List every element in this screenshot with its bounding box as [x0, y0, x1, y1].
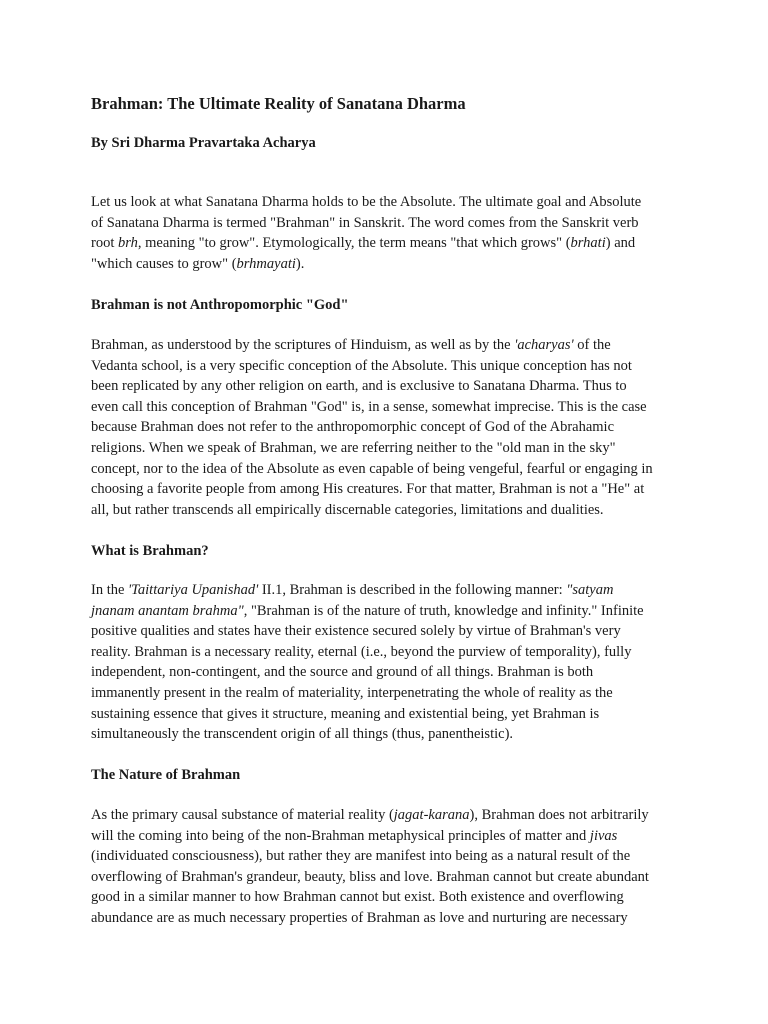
text-run: of the	[573, 337, 611, 353]
text-run: sustaining essence that gives it structure, meaning and existential being, yet Brahman is	[91, 705, 600, 722]
text-run: ) and	[605, 235, 636, 252]
text-line	[91, 254, 691, 275]
italic-text-run: jivas	[589, 827, 618, 844]
text-line	[91, 846, 691, 867]
italic-text-run: 'acharyas'	[514, 337, 574, 353]
text-line	[91, 438, 691, 459]
text-run: will the coming into being of the non-Brahman metaphysical principles of matter and	[91, 827, 590, 844]
text-run: root	[91, 235, 118, 252]
text-run: good in a similar manner to how Brahman cannot but exist. Both existence and overflowing	[91, 889, 624, 906]
text-run: Brahman, as understood by the scriptures of Hinduism, as well as by the	[91, 337, 515, 353]
text-line	[91, 826, 691, 847]
text-line	[91, 887, 691, 908]
text-line	[91, 356, 691, 377]
text-run: abundance are as much necessary properties of Brahman as love and nurturing are necessary	[91, 909, 628, 926]
italic-text-run: jagat-karana	[393, 807, 470, 823]
text-run: , "Brahman is of the nature of truth, knowledge and infinity." Infinite	[243, 602, 644, 619]
text-run: ), Brahman does not arbitrarily	[469, 807, 649, 823]
document-title: Brahman: The Ultimate Reality of Sanatana Dharma	[91, 94, 466, 113]
text-run: of Sanatana Dharma is termed "Brahman" in Sanskrit. The word comes from the Sanskrit verb	[91, 214, 639, 231]
text-run: , meaning "to grow". Etymologically, the term means "that which grows" (	[137, 235, 571, 252]
text-line	[91, 213, 691, 234]
text-run: In the	[91, 582, 129, 598]
text-line	[91, 621, 691, 642]
text-run: (individuated consciousness), but rather they are manifest into being as a natural result of the	[91, 848, 631, 865]
italic-text-run: "satyam	[566, 582, 614, 598]
text-run: been replicated by any other religion on earth, and is exclusive to Sanatana Dharma. Thus to	[91, 378, 627, 395]
text-line	[91, 233, 691, 254]
text-line	[91, 192, 691, 213]
author-byline: By Sri Dharma Pravartaka Acharya	[91, 135, 316, 151]
text-run: reality. Brahman is a necessary reality, eternal (i.e., beyond the purview of temporality), fully	[91, 643, 632, 660]
text-line	[91, 662, 691, 683]
text-run: even call this conception of Brahman "God" is, in a sense, somewhat imprecise. This is the case	[91, 398, 647, 415]
italic-text-run: brhati	[570, 235, 606, 252]
text-line	[91, 417, 691, 438]
section-what-is-brahman-paragraph	[91, 580, 691, 745]
text-line	[91, 376, 691, 397]
section-anthropomorphic-paragraph	[91, 335, 691, 520]
text-run: simultaneously the transcendent origin of all things (thus, panentheistic).	[91, 726, 514, 743]
text-line	[91, 642, 691, 663]
section-nature-of-brahman-paragraph	[91, 805, 691, 929]
text-run: overflowing of Brahman's grandeur, beauty, bliss and love. Brahman cannot but create abundant	[91, 868, 649, 885]
text-line	[91, 908, 691, 929]
text-line	[91, 867, 691, 888]
text-run: choosing a favorite people from among His creatures. For that matter, Brahman is not a "He" at	[91, 481, 645, 498]
section-heading-nature-of-brahman: The Nature of Brahman	[91, 767, 241, 783]
text-run: positive qualities and states have their existence secured solely by virtue of Brahman's very	[91, 623, 621, 640]
text-line	[91, 683, 691, 704]
italic-text-run: brhmayati	[236, 255, 296, 272]
text-run: As the primary causal substance of material reality (	[91, 807, 394, 823]
text-run: because Brahman does not refer to the anthropomorphic concept of God of the Abrahamic	[91, 419, 615, 436]
italic-text-run: 'Taittariya Upanishad'	[128, 582, 259, 598]
text-run: all, but rather transcends all empirically discernable categories, limitations and dualities.	[91, 501, 604, 518]
text-run: Let us look at what Sanatana Dharma holds to be the Absolute. The ultimate goal and Absolute	[91, 194, 642, 210]
intro-paragraph	[91, 192, 691, 274]
italic-text-run: jnanam anantam brahma"	[91, 602, 244, 619]
text-run: religions. When we speak of Brahman, we are referring neither to the "old man in the sky"	[91, 439, 616, 456]
text-line	[91, 805, 691, 826]
text-run: "which causes to grow" (	[91, 255, 237, 272]
text-line	[91, 704, 691, 725]
section-heading-what-is-brahman: What is Brahman?	[91, 543, 209, 559]
text-run: II.1, Brahman is described in the following manner:	[258, 582, 567, 598]
italic-text-run: brh	[117, 235, 138, 252]
text-run: concept, nor to the idea of the Absolute as even capable of being vengeful, fearful or engaging in	[91, 460, 653, 477]
section-heading-anthropomorphic: Brahman is not Anthropomorphic "God"	[91, 297, 349, 313]
text-run: Vedanta school, is a very specific conception of the Absolute. This unique conception has not	[91, 357, 632, 374]
text-line	[91, 397, 691, 418]
text-line	[91, 724, 691, 745]
text-line	[91, 335, 691, 356]
text-line	[91, 500, 691, 521]
text-line	[91, 479, 691, 500]
text-run: ).	[295, 255, 305, 272]
text-line	[91, 601, 691, 622]
text-line	[91, 459, 691, 480]
text-run: independent, non-contingent, and the source and ground of all things. Brahman is both	[91, 664, 594, 681]
text-line	[91, 580, 691, 601]
text-run: immanently present in the realm of materiality, interpenetrating the whole of reality as the	[91, 684, 613, 701]
